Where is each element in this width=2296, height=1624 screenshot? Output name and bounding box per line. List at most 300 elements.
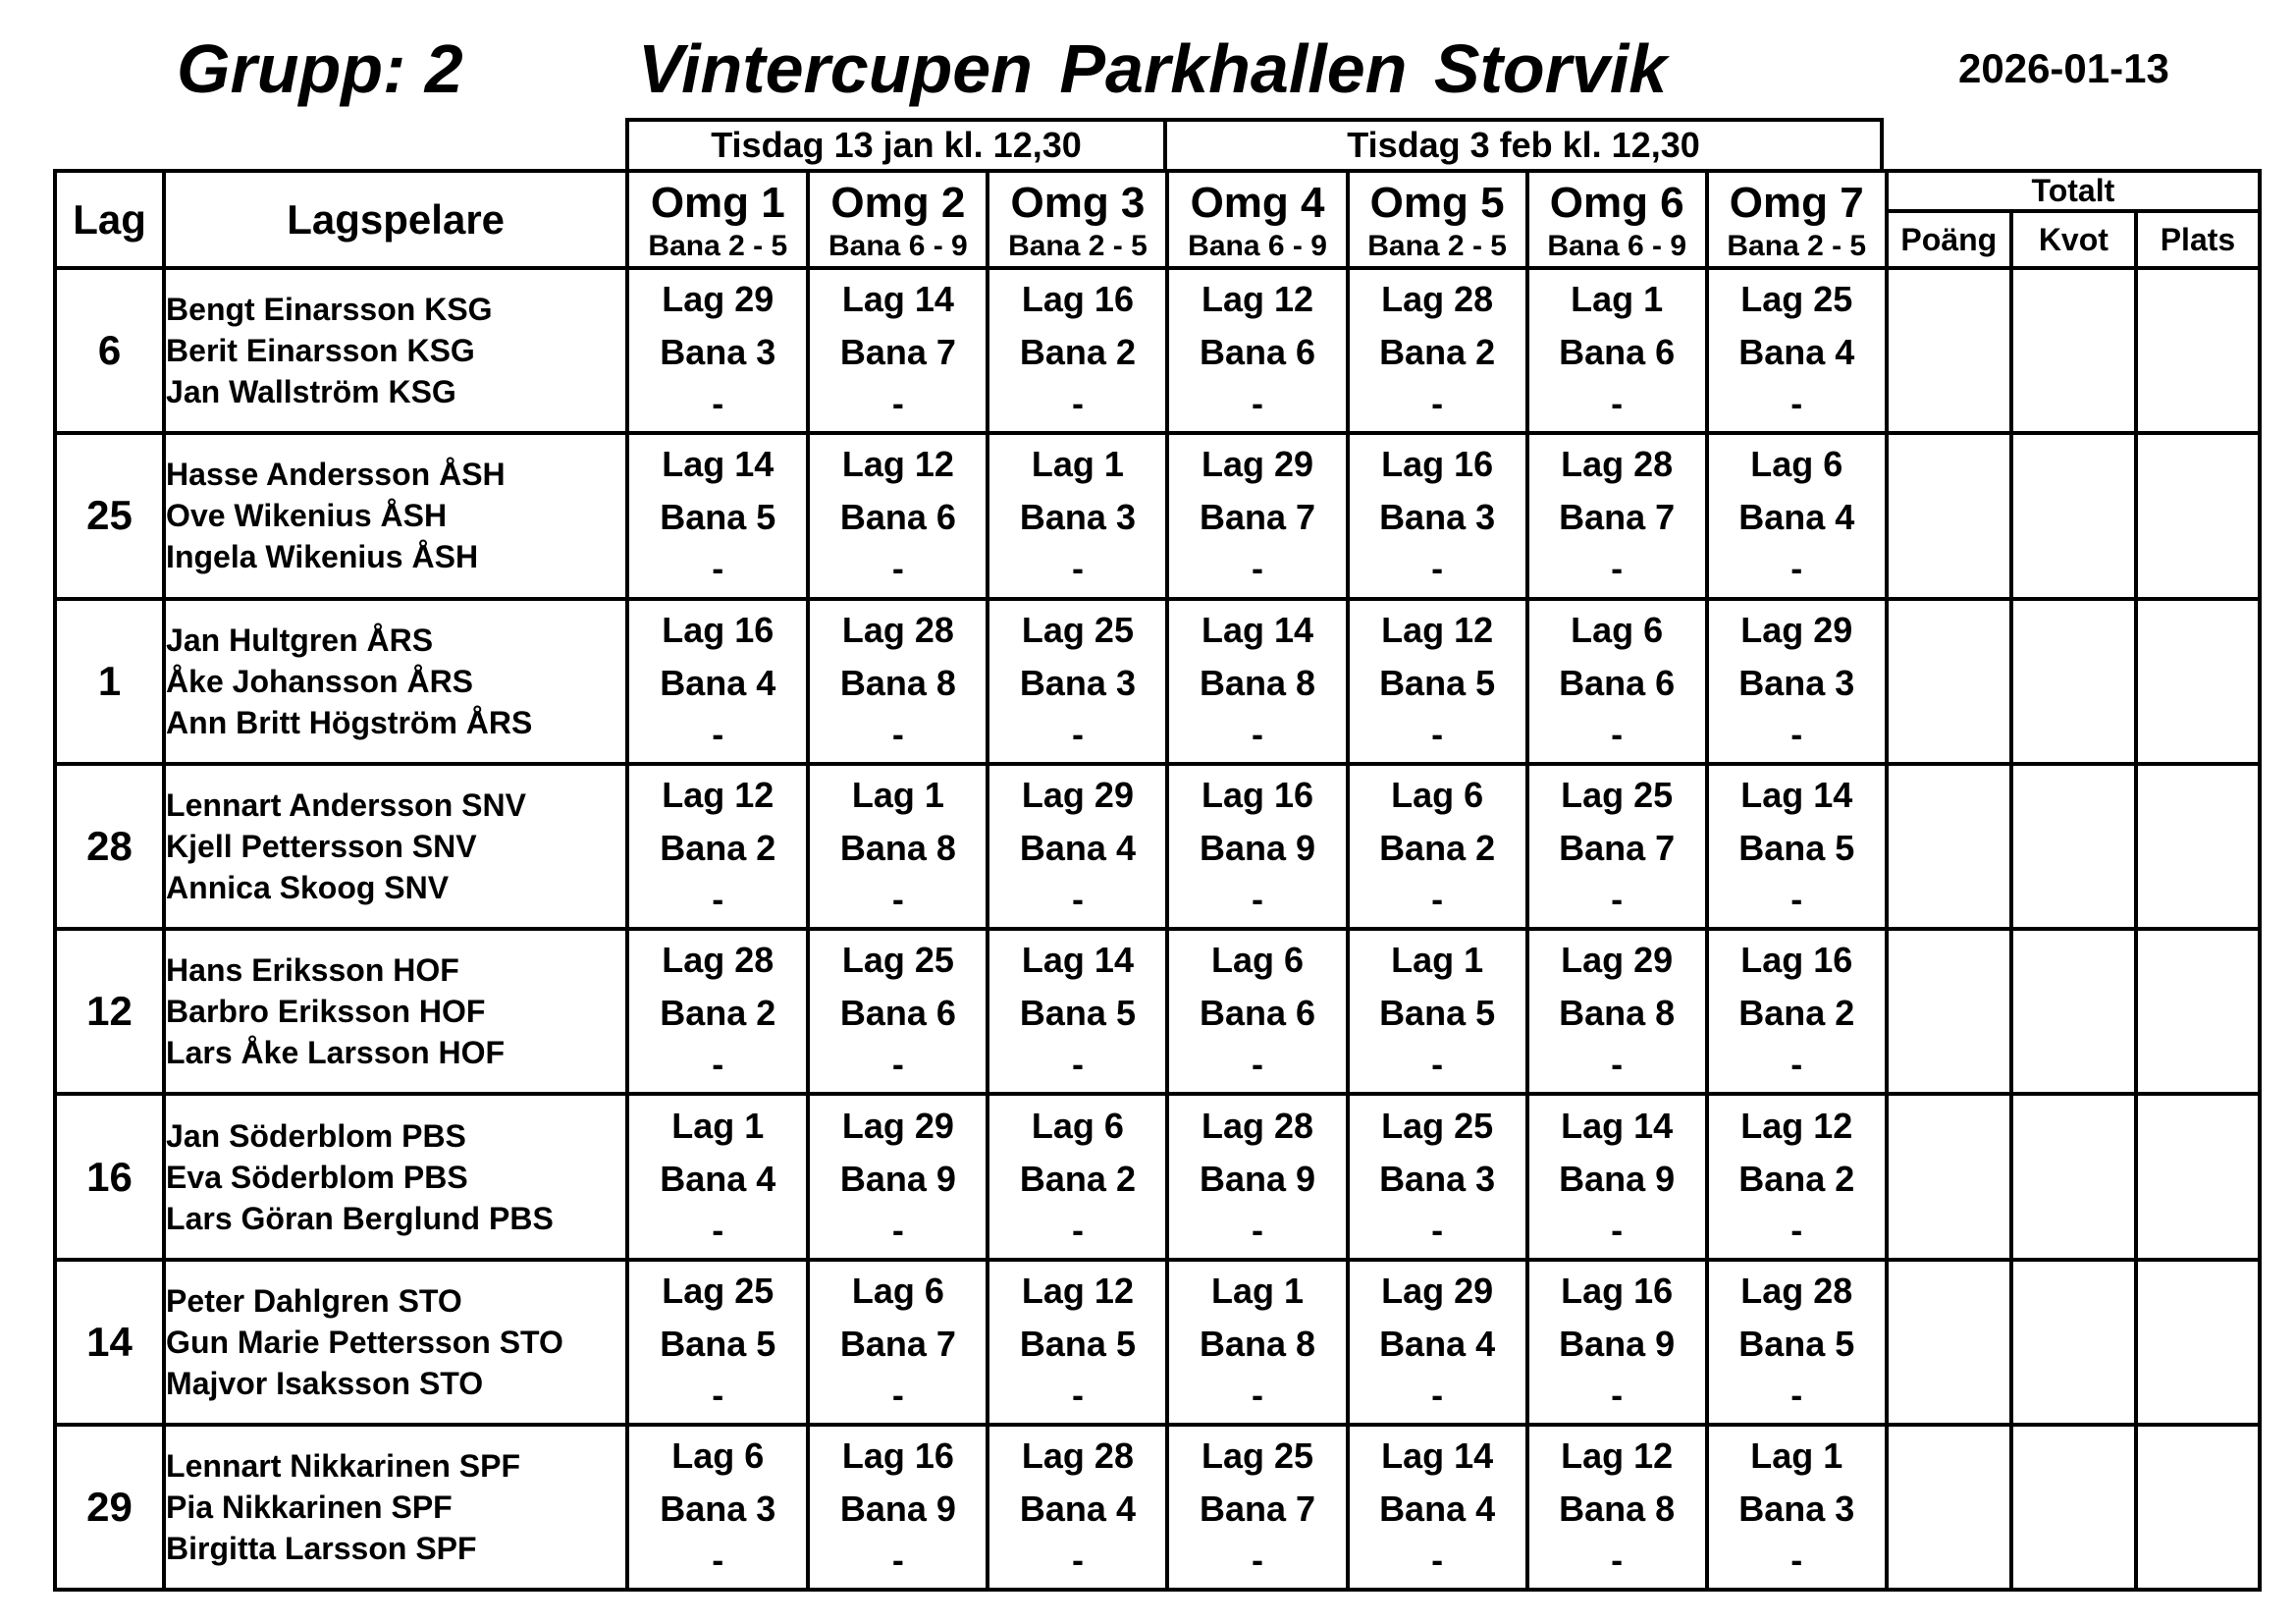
match-cell bbox=[627, 433, 808, 598]
match-cell bbox=[1527, 599, 1707, 764]
place-cell[interactable] bbox=[2136, 764, 2260, 929]
player-name: Ann Britt Högström ÅRS bbox=[166, 704, 533, 740]
result-placeholder: - bbox=[1790, 879, 1803, 920]
match-cell bbox=[808, 1260, 988, 1425]
result-placeholder: - bbox=[1252, 1209, 1264, 1250]
player-name: Lars Åke Larsson HOF bbox=[166, 1035, 506, 1071]
team-row bbox=[55, 268, 2260, 433]
result-placeholder: - bbox=[891, 548, 904, 589]
place-cell[interactable] bbox=[2136, 1094, 2260, 1259]
round-lanes: Bana 6 - 9 bbox=[828, 229, 968, 262]
match-cell bbox=[1527, 1260, 1707, 1425]
lane-number: Bana 8 bbox=[1199, 1323, 1316, 1364]
match-cell bbox=[988, 268, 1167, 433]
team-number: 28 bbox=[55, 764, 164, 929]
opponent-team: Lag 28 bbox=[1201, 1105, 1314, 1146]
lane-number: Bana 9 bbox=[839, 1489, 956, 1530]
opponent-team: Lag 6 bbox=[1571, 609, 1664, 650]
team-row bbox=[55, 433, 2260, 598]
opponent-team: Lag 29 bbox=[662, 279, 774, 320]
match-cell bbox=[627, 268, 808, 433]
round-label: Omg 5 bbox=[1369, 178, 1505, 227]
match-cell bbox=[1348, 1260, 1527, 1425]
ratio-cell[interactable] bbox=[2011, 1425, 2136, 1590]
result-placeholder: - bbox=[712, 713, 724, 754]
opponent-team: Lag 25 bbox=[1021, 609, 1134, 650]
result-placeholder: - bbox=[1611, 1374, 1624, 1415]
result-placeholder: - bbox=[1071, 383, 1084, 424]
match-cell bbox=[627, 1425, 808, 1590]
opponent-team: Lag 29 bbox=[1561, 940, 1674, 981]
round-lanes: Bana 2 - 5 bbox=[1727, 229, 1867, 262]
result-placeholder: - bbox=[712, 1374, 724, 1415]
result-placeholder: - bbox=[1252, 1044, 1264, 1085]
lane-number: Bana 3 bbox=[1738, 662, 1855, 703]
lane-number: Bana 5 bbox=[660, 497, 776, 538]
result-placeholder: - bbox=[1252, 713, 1264, 754]
result-placeholder: - bbox=[1790, 713, 1803, 754]
opponent-team: Lag 1 bbox=[851, 775, 944, 816]
match-cell bbox=[627, 929, 808, 1094]
result-placeholder: - bbox=[1071, 1209, 1084, 1250]
opponent-team: Lag 14 bbox=[1201, 609, 1314, 650]
lane-number: Bana 8 bbox=[839, 662, 956, 703]
team-row bbox=[55, 1425, 2260, 1590]
match-cell bbox=[1167, 1260, 1347, 1425]
round-lanes: Bana 6 - 9 bbox=[1547, 229, 1687, 262]
ratio-cell[interactable] bbox=[2011, 1260, 2136, 1425]
player-name: Gun Marie Pettersson STO bbox=[166, 1324, 563, 1360]
team-row bbox=[55, 764, 2260, 929]
lane-number: Bana 6 bbox=[1199, 993, 1316, 1034]
opponent-team: Lag 28 bbox=[1021, 1435, 1134, 1477]
match-cell bbox=[627, 1260, 808, 1425]
round-header bbox=[1348, 171, 1527, 268]
team-row bbox=[55, 599, 2260, 764]
lane-number: Bana 8 bbox=[1199, 662, 1316, 703]
points-cell[interactable] bbox=[1887, 929, 2011, 1094]
result-placeholder: - bbox=[712, 1540, 724, 1581]
team-row bbox=[55, 929, 2260, 1094]
lane-number: Bana 9 bbox=[839, 1158, 956, 1199]
match-cell bbox=[1348, 764, 1527, 929]
player-name: Berit Einarsson KSG bbox=[166, 333, 475, 369]
result-placeholder: - bbox=[1431, 1374, 1444, 1415]
match-cell bbox=[988, 433, 1167, 598]
opponent-team: Lag 6 bbox=[1211, 940, 1305, 981]
lane-number: Bana 2 bbox=[1738, 993, 1855, 1034]
opponent-team: Lag 25 bbox=[1740, 279, 1853, 320]
opponent-team: Lag 12 bbox=[1561, 1435, 1674, 1477]
round-label: Omg 6 bbox=[1549, 178, 1684, 227]
lane-number: Bana 5 bbox=[1019, 1323, 1136, 1364]
result-placeholder: - bbox=[1431, 713, 1444, 754]
team-rows bbox=[55, 268, 2260, 1590]
lane-number: Bana 5 bbox=[1019, 993, 1136, 1034]
lane-number: Bana 6 bbox=[839, 497, 956, 538]
lane-number: Bana 5 bbox=[1379, 993, 1496, 1034]
team-number: 1 bbox=[55, 599, 164, 764]
result-placeholder: - bbox=[1071, 548, 1084, 589]
lane-number: Bana 3 bbox=[660, 332, 776, 373]
opponent-team: Lag 16 bbox=[1021, 279, 1134, 320]
result-placeholder: - bbox=[1790, 1374, 1803, 1415]
match-cell bbox=[1348, 433, 1527, 598]
result-placeholder: - bbox=[1611, 548, 1624, 589]
team-players bbox=[164, 599, 627, 764]
ratio-cell[interactable] bbox=[2011, 929, 2136, 1094]
match-cell bbox=[1707, 1094, 1887, 1259]
player-name: Birgitta Larsson SPF bbox=[166, 1531, 477, 1567]
lane-number: Bana 5 bbox=[660, 1323, 776, 1364]
match-cell bbox=[1167, 599, 1347, 764]
lane-number: Bana 7 bbox=[839, 1323, 956, 1364]
opponent-team: Lag 28 bbox=[1561, 444, 1674, 485]
points-cell[interactable] bbox=[1887, 1425, 2011, 1590]
players-header: Lagspelare bbox=[164, 171, 627, 268]
player-name: Lennart Andersson SNV bbox=[166, 787, 526, 824]
match-cell bbox=[1167, 764, 1347, 929]
match-cell bbox=[808, 1425, 988, 1590]
place-cell[interactable] bbox=[2136, 599, 2260, 764]
result-placeholder: - bbox=[1790, 1209, 1803, 1250]
lane-number: Bana 7 bbox=[1559, 828, 1676, 869]
lag-header: Lag bbox=[55, 171, 164, 268]
match-cell bbox=[988, 929, 1167, 1094]
result-placeholder: - bbox=[1252, 548, 1264, 589]
player-name: Hans Eriksson HOF bbox=[166, 952, 459, 989]
result-placeholder: - bbox=[1431, 879, 1444, 920]
team-number: 14 bbox=[55, 1260, 164, 1425]
match-cell bbox=[1348, 1094, 1527, 1259]
lane-number: Bana 2 bbox=[1738, 1158, 1855, 1199]
lane-number: Bana 3 bbox=[1019, 662, 1136, 703]
lane-number: Bana 7 bbox=[1559, 497, 1676, 538]
points-cell[interactable] bbox=[1887, 1094, 2011, 1259]
opponent-team: Lag 1 bbox=[1391, 940, 1484, 981]
match-cell bbox=[627, 1094, 808, 1259]
round-lanes: Bana 2 - 5 bbox=[1367, 229, 1507, 262]
lane-number: Bana 9 bbox=[1199, 828, 1316, 869]
round-label: Omg 4 bbox=[1190, 178, 1325, 227]
match-cell bbox=[988, 599, 1167, 764]
lane-number: Bana 4 bbox=[660, 662, 776, 703]
opponent-team: Lag 28 bbox=[1381, 279, 1494, 320]
lane-number: Bana 6 bbox=[839, 993, 956, 1034]
opponent-team: Lag 6 bbox=[1750, 444, 1843, 485]
team-players bbox=[164, 929, 627, 1094]
opponent-team: Lag 25 bbox=[662, 1270, 774, 1311]
result-placeholder: - bbox=[891, 879, 904, 920]
result-placeholder: - bbox=[1611, 383, 1624, 424]
result-placeholder: - bbox=[891, 383, 904, 424]
result-placeholder: - bbox=[712, 383, 724, 424]
result-placeholder: - bbox=[1431, 1540, 1444, 1581]
opponent-team: Lag 28 bbox=[662, 940, 774, 981]
opponent-team: Lag 1 bbox=[1571, 279, 1664, 320]
match-cell bbox=[1167, 1425, 1347, 1590]
title-row bbox=[0, 29, 2296, 108]
lane-number: Bana 7 bbox=[839, 332, 956, 373]
lane-number: Bana 6 bbox=[1559, 662, 1676, 703]
place-header: Plats bbox=[2136, 211, 2260, 268]
match-cell bbox=[1167, 929, 1347, 1094]
result-placeholder: - bbox=[712, 1209, 724, 1250]
match-cell bbox=[1167, 268, 1347, 433]
team-number: 25 bbox=[55, 433, 164, 598]
match-cell bbox=[1348, 599, 1527, 764]
opponent-team: Lag 12 bbox=[1021, 1270, 1134, 1311]
points-cell[interactable] bbox=[1887, 599, 2011, 764]
ratio-cell[interactable] bbox=[2011, 433, 2136, 598]
result-placeholder: - bbox=[1071, 1540, 1084, 1581]
opponent-team: Lag 25 bbox=[1201, 1435, 1314, 1477]
match-cell bbox=[808, 268, 988, 433]
opponent-team: Lag 6 bbox=[1391, 775, 1484, 816]
match-cell bbox=[1527, 929, 1707, 1094]
lane-number: Bana 5 bbox=[1379, 662, 1496, 703]
points-cell[interactable] bbox=[1887, 433, 2011, 598]
round-label: Omg 1 bbox=[650, 178, 785, 227]
lane-number: Bana 8 bbox=[839, 828, 956, 869]
opponent-team: Lag 16 bbox=[1561, 1270, 1674, 1311]
ratio-cell[interactable] bbox=[2011, 1094, 2136, 1259]
lane-number: Bana 2 bbox=[1019, 332, 1136, 373]
place-cell[interactable] bbox=[2136, 433, 2260, 598]
team-players bbox=[164, 433, 627, 598]
opponent-team: Lag 6 bbox=[1031, 1105, 1124, 1146]
event-title: Vintercupen Parkhallen Storvik bbox=[638, 30, 1668, 107]
lane-number: Bana 7 bbox=[1199, 1489, 1316, 1530]
points-header: Poäng bbox=[1887, 211, 2011, 268]
match-cell bbox=[808, 433, 988, 598]
lane-number: Bana 2 bbox=[1379, 332, 1496, 373]
player-name: Barbro Eriksson HOF bbox=[166, 994, 486, 1030]
opponent-team: Lag 6 bbox=[671, 1435, 765, 1477]
team-row bbox=[55, 1260, 2260, 1425]
total-header: Totalt bbox=[1887, 171, 2260, 211]
result-placeholder: - bbox=[712, 548, 724, 589]
points-cell[interactable] bbox=[1887, 764, 2011, 929]
result-placeholder: - bbox=[1611, 1209, 1624, 1250]
match-cell bbox=[1348, 929, 1527, 1094]
result-placeholder: - bbox=[1431, 383, 1444, 424]
lane-number: Bana 4 bbox=[1019, 828, 1136, 869]
opponent-team: Lag 16 bbox=[1381, 444, 1494, 485]
match-cell bbox=[808, 599, 988, 764]
result-placeholder: - bbox=[1252, 1540, 1264, 1581]
team-number: 29 bbox=[55, 1425, 164, 1590]
team-row bbox=[55, 1094, 2260, 1259]
lane-number: Bana 3 bbox=[1019, 497, 1136, 538]
ratio-cell[interactable] bbox=[2011, 599, 2136, 764]
player-name: Eva Söderblom PBS bbox=[166, 1159, 468, 1195]
result-placeholder: - bbox=[1790, 1044, 1803, 1085]
match-cell bbox=[808, 929, 988, 1094]
result-placeholder: - bbox=[891, 713, 904, 754]
lane-number: Bana 6 bbox=[1559, 332, 1676, 373]
match-cell bbox=[1527, 268, 1707, 433]
match-cell bbox=[1707, 1260, 1887, 1425]
match-cell bbox=[988, 764, 1167, 929]
lane-number: Bana 5 bbox=[1738, 828, 1855, 869]
opponent-team: Lag 14 bbox=[1021, 940, 1134, 981]
opponent-team: Lag 14 bbox=[1740, 775, 1853, 816]
opponent-team: Lag 29 bbox=[841, 1105, 954, 1146]
place-cell[interactable] bbox=[2136, 1260, 2260, 1425]
opponent-team: Lag 16 bbox=[841, 1435, 954, 1477]
points-cell[interactable] bbox=[1887, 268, 2011, 433]
match-cell bbox=[808, 764, 988, 929]
ratio-cell[interactable] bbox=[2011, 764, 2136, 929]
opponent-team: Lag 14 bbox=[1561, 1105, 1674, 1146]
opponent-team: Lag 16 bbox=[662, 609, 774, 650]
opponent-team: Lag 1 bbox=[1031, 444, 1124, 485]
match-cell bbox=[988, 1425, 1167, 1590]
team-players bbox=[164, 1094, 627, 1259]
match-cell bbox=[1707, 599, 1887, 764]
match-cell bbox=[1707, 929, 1887, 1094]
lane-number: Bana 9 bbox=[1199, 1158, 1316, 1199]
round-header bbox=[1167, 171, 1347, 268]
player-name: Ingela Wikenius ÅSH bbox=[166, 539, 479, 575]
ratio-cell[interactable] bbox=[2011, 268, 2136, 433]
round-label: Omg 7 bbox=[1729, 178, 1864, 227]
group-title: Grupp: 2 bbox=[177, 30, 463, 107]
team-players bbox=[164, 1425, 627, 1590]
match-cell bbox=[1348, 1425, 1527, 1590]
player-name: Peter Dahlgren STO bbox=[166, 1282, 462, 1319]
team-number: 16 bbox=[55, 1094, 164, 1259]
result-placeholder: - bbox=[1252, 383, 1264, 424]
match-cell bbox=[1527, 1425, 1707, 1590]
opponent-team: Lag 14 bbox=[841, 279, 954, 320]
team-players bbox=[164, 268, 627, 433]
lane-number: Bana 2 bbox=[1379, 828, 1496, 869]
round-label: Omg 3 bbox=[1010, 178, 1146, 227]
match-cell bbox=[1707, 268, 1887, 433]
match-cell bbox=[1527, 433, 1707, 598]
round-lanes: Bana 6 - 9 bbox=[1188, 229, 1327, 262]
result-placeholder: - bbox=[1790, 1540, 1803, 1581]
player-name: Jan Wallström KSG bbox=[166, 374, 456, 410]
match-cell bbox=[1707, 433, 1887, 598]
lane-number: Bana 2 bbox=[660, 993, 776, 1034]
lane-number: Bana 2 bbox=[1019, 1158, 1136, 1199]
result-placeholder: - bbox=[1252, 1374, 1264, 1415]
round-lanes: Bana 2 - 5 bbox=[1008, 229, 1148, 262]
match-cell bbox=[988, 1094, 1167, 1259]
match-cell bbox=[1707, 764, 1887, 929]
lane-number: Bana 3 bbox=[1379, 1158, 1496, 1199]
player-name: Åke Johansson ÅRS bbox=[166, 663, 474, 699]
schedule-table bbox=[53, 169, 2262, 1592]
team-players bbox=[164, 1260, 627, 1425]
player-name: Lennart Nikkarinen SPF bbox=[166, 1448, 521, 1485]
result-placeholder: - bbox=[712, 879, 724, 920]
player-name: Kjell Pettersson SNV bbox=[166, 829, 477, 865]
opponent-team: Lag 14 bbox=[662, 444, 774, 485]
lane-number: Bana 4 bbox=[1379, 1489, 1496, 1530]
player-name: Bengt Einarsson KSG bbox=[166, 292, 493, 328]
match-cell bbox=[808, 1094, 988, 1259]
result-placeholder: - bbox=[1071, 1374, 1084, 1415]
opponent-team: Lag 28 bbox=[1740, 1270, 1853, 1311]
team-players bbox=[164, 764, 627, 929]
player-name: Jan Hultgren ÅRS bbox=[166, 622, 434, 658]
opponent-team: Lag 14 bbox=[1381, 1435, 1494, 1477]
lane-number: Bana 3 bbox=[1379, 497, 1496, 538]
day-header-1: Tisdag 13 jan kl. 12,30 bbox=[625, 118, 1167, 169]
opponent-team: Lag 1 bbox=[1211, 1270, 1305, 1311]
lane-number: Bana 8 bbox=[1559, 993, 1676, 1034]
result-placeholder: - bbox=[1071, 879, 1084, 920]
round-label: Omg 2 bbox=[830, 178, 966, 227]
round-header bbox=[988, 171, 1167, 268]
opponent-team: Lag 25 bbox=[1381, 1105, 1494, 1146]
result-placeholder: - bbox=[1611, 713, 1624, 754]
result-placeholder: - bbox=[1611, 1044, 1624, 1085]
result-placeholder: - bbox=[1252, 879, 1264, 920]
result-placeholder: - bbox=[891, 1540, 904, 1581]
match-cell bbox=[1527, 764, 1707, 929]
result-placeholder: - bbox=[891, 1044, 904, 1085]
lane-number: Bana 9 bbox=[1559, 1323, 1676, 1364]
round-lanes: Bana 2 - 5 bbox=[648, 229, 788, 262]
lane-number: Bana 4 bbox=[1738, 497, 1855, 538]
opponent-team: Lag 29 bbox=[1201, 444, 1314, 485]
team-number: 12 bbox=[55, 929, 164, 1094]
opponent-team: Lag 12 bbox=[1201, 279, 1314, 320]
match-cell bbox=[1167, 1094, 1347, 1259]
player-name: Hasse Andersson ÅSH bbox=[166, 457, 506, 493]
lane-number: Bana 6 bbox=[1199, 332, 1316, 373]
opponent-team: Lag 29 bbox=[1740, 609, 1853, 650]
player-name: Annica Skoog SNV bbox=[166, 870, 450, 906]
points-cell[interactable] bbox=[1887, 1260, 2011, 1425]
lane-number: Bana 3 bbox=[660, 1489, 776, 1530]
opponent-team: Lag 12 bbox=[1381, 609, 1494, 650]
lane-number: Bana 2 bbox=[660, 828, 776, 869]
result-placeholder: - bbox=[1790, 383, 1803, 424]
opponent-team: Lag 12 bbox=[841, 444, 954, 485]
round-header bbox=[1707, 171, 1887, 268]
opponent-team: Lag 16 bbox=[1201, 775, 1314, 816]
opponent-team: Lag 29 bbox=[1381, 1270, 1494, 1311]
opponent-team: Lag 12 bbox=[662, 775, 774, 816]
lane-number: Bana 8 bbox=[1559, 1489, 1676, 1530]
round-header bbox=[808, 171, 988, 268]
place-cell[interactable] bbox=[2136, 1425, 2260, 1590]
opponent-team: Lag 25 bbox=[841, 940, 954, 981]
match-cell bbox=[627, 764, 808, 929]
match-cell bbox=[1348, 268, 1527, 433]
result-placeholder: - bbox=[712, 1044, 724, 1085]
player-name: Jan Söderblom PBS bbox=[166, 1117, 466, 1154]
match-cell bbox=[1527, 1094, 1707, 1259]
result-placeholder: - bbox=[891, 1209, 904, 1250]
place-cell[interactable] bbox=[2136, 929, 2260, 1094]
opponent-team: Lag 25 bbox=[1561, 775, 1674, 816]
lane-number: Bana 5 bbox=[1738, 1323, 1855, 1364]
opponent-team: Lag 28 bbox=[841, 609, 954, 650]
match-cell bbox=[627, 599, 808, 764]
opponent-team: Lag 12 bbox=[1740, 1105, 1853, 1146]
player-name: Ove Wikenius ÅSH bbox=[166, 498, 448, 534]
result-placeholder: - bbox=[1071, 1044, 1084, 1085]
round-header bbox=[627, 171, 808, 268]
place-cell[interactable] bbox=[2136, 268, 2260, 433]
